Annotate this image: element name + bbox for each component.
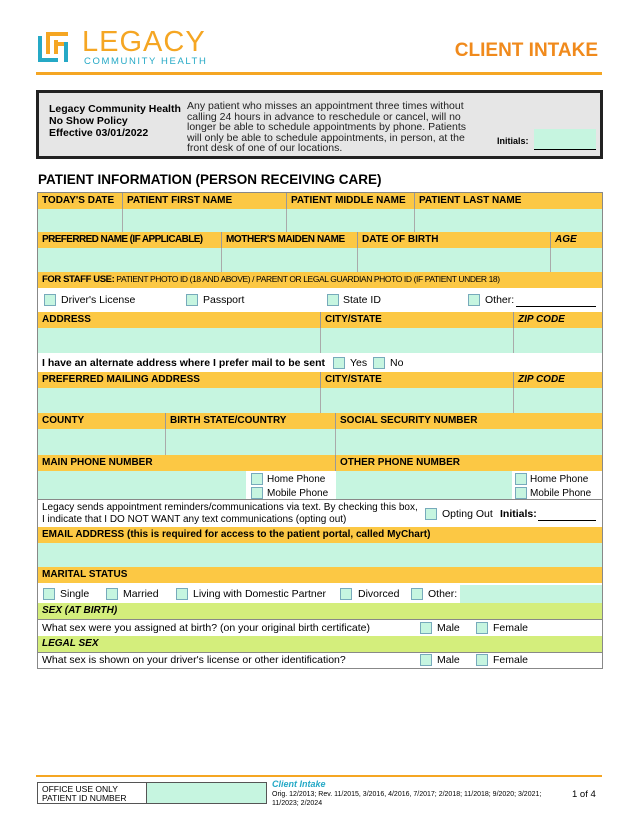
single-label: Single (60, 588, 90, 600)
marital-status-label: MARITAL STATUS (38, 567, 602, 583)
other-mobile-phone-label: Mobile Phone (530, 488, 592, 499)
state-id-label: State ID (343, 294, 381, 306)
mailing-city-state-label: CITY/STATE (321, 372, 514, 388)
policy-heading (49, 103, 189, 139)
age-label: AGE (551, 232, 602, 248)
city-state-field[interactable] (321, 328, 514, 353)
logo-name: LEGACY (82, 26, 206, 58)
footer-rule (36, 775, 602, 777)
office-use-box (37, 782, 267, 804)
email-label: EMAIL ADDRESS (this is required for access to the patient portal, called MyChart) (38, 527, 602, 543)
other-marital-label: Other: (428, 588, 458, 600)
main-mobile-phone-checkbox[interactable] (251, 487, 263, 499)
other-id-label: Other: (485, 294, 515, 306)
dob-label: DATE OF BIRTH (358, 232, 551, 248)
opting-out-checkbox[interactable] (425, 508, 437, 520)
office-use-label: OFFICE USE ONLY PATIENT ID NUMBER (42, 784, 127, 803)
header-rule (36, 72, 602, 75)
middle-name-field[interactable] (287, 209, 415, 232)
main-mobile-phone-label: Mobile Phone (267, 488, 329, 499)
preferred-name-label: PREFERRED NAME (IF APPLICABLE) (38, 232, 222, 248)
legal-sex-question: What sex is shown on your driver's license or other identification? (42, 654, 346, 666)
alt-address-no-label: No (390, 357, 404, 369)
other-id-checkbox[interactable] (468, 294, 480, 306)
age-field[interactable] (551, 248, 602, 272)
logo (36, 28, 226, 68)
alt-address-question: I have an alternate address where I prefer mail to be sent (42, 357, 326, 369)
sex-at-birth-label: SEX (AT BIRTH) (38, 603, 602, 619)
opting-out-label: Opting Out (442, 508, 493, 520)
ssn-field[interactable] (336, 429, 602, 455)
city-state-label: CITY/STATE (321, 312, 514, 328)
email-field[interactable] (38, 543, 602, 567)
divorced-label: Divorced (358, 588, 400, 600)
middle-name-label: PATIENT MIDDLE NAME (287, 193, 415, 209)
alt-address-yes-label: Yes (350, 357, 368, 369)
legal-sex-label: LEGAL SEX (38, 636, 602, 652)
mailing-address-label: PREFERRED MAILING ADDRESS (38, 372, 321, 388)
no-show-policy-box (36, 90, 603, 159)
mailing-city-state-field[interactable] (321, 388, 514, 413)
maiden-name-field[interactable] (222, 248, 358, 272)
other-home-phone-checkbox[interactable] (515, 473, 527, 485)
passport-label: Passport (203, 294, 245, 306)
mailing-zip-label: ZIP CODE (514, 372, 602, 388)
birth-male-checkbox[interactable] (420, 622, 432, 634)
single-checkbox[interactable] (43, 588, 55, 600)
revision-history: Orig. 12/2013; Rev. 11/2015, 3/2016, 4/2016, 7/2017; 2/2018; 11/2018; 9/2020; 3/2021; 11/2023; 2/2024 (272, 791, 542, 807)
drivers-license-label: Driver's License (61, 294, 136, 306)
married-checkbox[interactable] (106, 588, 118, 600)
staff-use-bold: FOR STAFF USE: (42, 274, 115, 285)
maiden-name-label: MOTHER'S MAIDEN NAME (222, 232, 358, 248)
ssn-label: SOCIAL SECURITY NUMBER (336, 413, 602, 429)
birth-state-field[interactable] (166, 429, 336, 455)
main-home-phone-label: Home Phone (267, 474, 326, 485)
zip-label: ZIP CODE (514, 312, 602, 328)
address-label: ADDRESS (38, 312, 321, 328)
county-field[interactable] (38, 429, 166, 455)
passport-checkbox[interactable] (186, 294, 198, 306)
last-name-field[interactable] (415, 209, 602, 232)
other-phone-label: OTHER PHONE NUMBER (336, 455, 602, 471)
birth-male-label: Male (437, 622, 460, 634)
divorced-checkbox[interactable] (340, 588, 352, 600)
legal-female-label: Female (493, 654, 529, 666)
legal-male-checkbox[interactable] (420, 654, 432, 666)
section-title: PATIENT INFORMATION (PERSON RECEIVING CARE) (38, 172, 382, 187)
legal-female-checkbox[interactable] (476, 654, 488, 666)
other-id-field[interactable] (516, 292, 596, 307)
main-phone-label: MAIN PHONE NUMBER (38, 455, 336, 471)
main-phone-field[interactable] (38, 471, 246, 499)
first-name-label: PATIENT FIRST NAME (123, 193, 287, 209)
alt-address-no-checkbox[interactable] (373, 357, 385, 369)
alt-address-yes-checkbox[interactable] (333, 357, 345, 369)
county-label: COUNTY (38, 413, 166, 429)
patient-info-form (37, 192, 603, 669)
staff-use-text: PATIENT PHOTO ID (18 AND ABOVE) / PARENT OR LEGAL GUARDIAN PHOTO ID (IF PATIENT UNDER 18) (114, 274, 500, 284)
sex-at-birth-question: What sex were you assigned at birth? (on your original birth certificate) (42, 622, 370, 634)
mailing-zip-field[interactable] (514, 388, 602, 413)
page-number: 1 of 4 (572, 789, 596, 800)
other-marital-field[interactable] (460, 585, 602, 603)
birth-female-checkbox[interactable] (476, 622, 488, 634)
legacy-logo-icon (36, 30, 72, 66)
optout-initials-label: Initials: (500, 508, 537, 520)
state-id-checkbox[interactable] (327, 294, 339, 306)
first-name-field[interactable] (123, 209, 287, 232)
domestic-partner-label: Living with Domestic Partner (193, 588, 327, 600)
birth-female-label: Female (493, 622, 529, 634)
last-name-label: PATIENT LAST NAME (415, 193, 602, 209)
legal-male-label: Male (437, 654, 460, 666)
married-label: Married (123, 588, 159, 600)
domestic-partner-checkbox[interactable] (176, 588, 188, 600)
zip-field[interactable] (514, 328, 602, 353)
address-field[interactable] (38, 328, 321, 353)
policy-text: Any patient who misses an appointment three times without calling 24 hours in advance to reschedule or cancel, will no longer be able to schedule appointments by phone. Patients will only be able to schedule appointments, in person, at the front desk of one of our locations. (187, 100, 467, 154)
birth-state-label: BIRTH STATE/COUNTRY (166, 413, 336, 429)
dob-field[interactable] (358, 248, 551, 272)
logo-subtitle: COMMUNITY HEALTH (84, 56, 208, 67)
policy-org: Legacy Community Health (49, 103, 181, 115)
policy-initials-field[interactable] (534, 129, 596, 150)
todays-date-label: TODAY'S DATE (38, 193, 123, 209)
optout-initials-field[interactable] (538, 506, 596, 521)
main-home-phone-checkbox[interactable] (251, 473, 263, 485)
drivers-license-checkbox[interactable] (44, 294, 56, 306)
other-marital-checkbox[interactable] (411, 588, 423, 600)
policy-name: No Show Policy (49, 115, 128, 127)
policy-effective: Effective 03/01/2022 (49, 127, 149, 139)
preferred-name-field[interactable] (38, 248, 222, 272)
mailing-address-field[interactable] (38, 388, 321, 413)
staff-use-label (38, 272, 602, 288)
other-phone-field[interactable] (336, 471, 512, 499)
patient-id-field[interactable] (146, 783, 266, 803)
other-mobile-phone-checkbox[interactable] (515, 487, 527, 499)
policy-initials-label: Initials: (497, 136, 529, 146)
text-optout-notice: Legacy sends appointment reminders/communications via text. By checking this box, I indicate that I DO NOT WANT any text communications (opting out) (42, 502, 418, 525)
todays-date-field[interactable] (38, 209, 123, 232)
other-home-phone-label: Home Phone (530, 474, 589, 485)
form-name: Client Intake (272, 779, 326, 789)
page-title: CLIENT INTAKE (454, 40, 598, 61)
